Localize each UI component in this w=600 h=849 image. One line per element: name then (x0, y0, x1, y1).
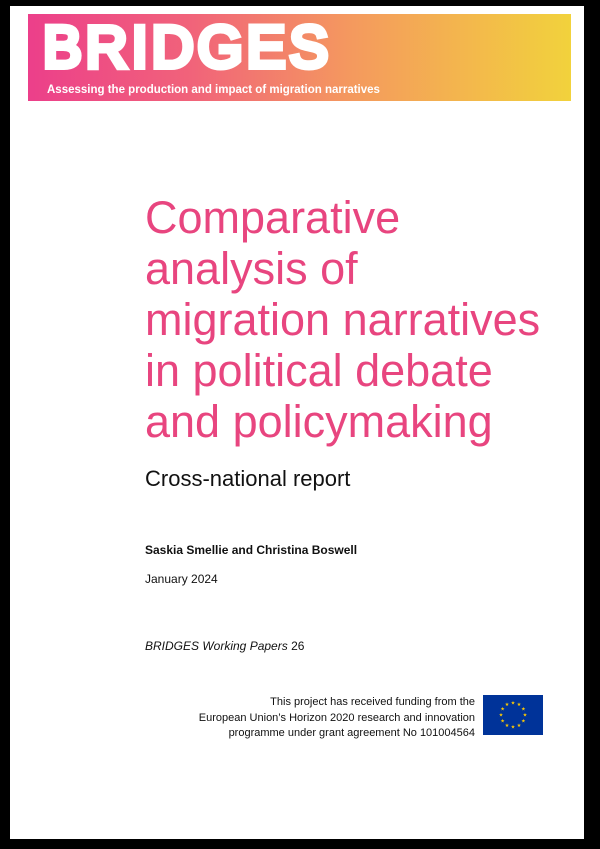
eu-star-icon: ★ (500, 718, 505, 725)
title-line: analysis of (145, 243, 358, 294)
report-subtitle: Cross-national report (145, 466, 351, 491)
series-name: BRIDGES Working Papers (145, 639, 288, 653)
funding-line: programme under grant agreement No 101004564 (228, 727, 475, 739)
funding-line: This project has received funding from the (270, 696, 475, 708)
eu-star-icon: ★ (510, 700, 516, 707)
title-line: in political debate (145, 345, 493, 396)
title-line: Comparative (145, 192, 401, 243)
series-number: 26 (291, 639, 305, 653)
eu-star-icon: ★ (522, 712, 528, 719)
document-page (10, 6, 584, 839)
eu-star-icon: ★ (516, 702, 522, 709)
funding-statement (135, 695, 475, 742)
bridges-logo: BRIDGES (43, 15, 333, 80)
eu-star-icon: ★ (504, 722, 510, 729)
report-title (145, 192, 565, 447)
eu-star-icon: ★ (516, 722, 522, 729)
authors: Saskia Smellie and Christina Boswell (145, 543, 358, 557)
eu-star-icon: ★ (504, 702, 510, 709)
publication-date: January 2024 (145, 572, 218, 586)
header-banner (28, 14, 571, 101)
banner-tagline: Assessing the production and impact of migration narratives (47, 84, 380, 96)
eu-flag-icon (483, 695, 543, 735)
funding-line: European Union’s Horizon 2020 research and innovation (198, 711, 475, 724)
series-label (145, 639, 304, 653)
title-line: and policymaking (145, 396, 493, 447)
eu-star-icon: ★ (500, 706, 505, 713)
eu-star-icon: ★ (498, 712, 504, 719)
eu-star-icon: ★ (510, 724, 516, 731)
title-line: migration narratives (145, 294, 541, 345)
eu-star-icon: ★ (521, 706, 526, 713)
eu-star-icon: ★ (521, 718, 526, 725)
